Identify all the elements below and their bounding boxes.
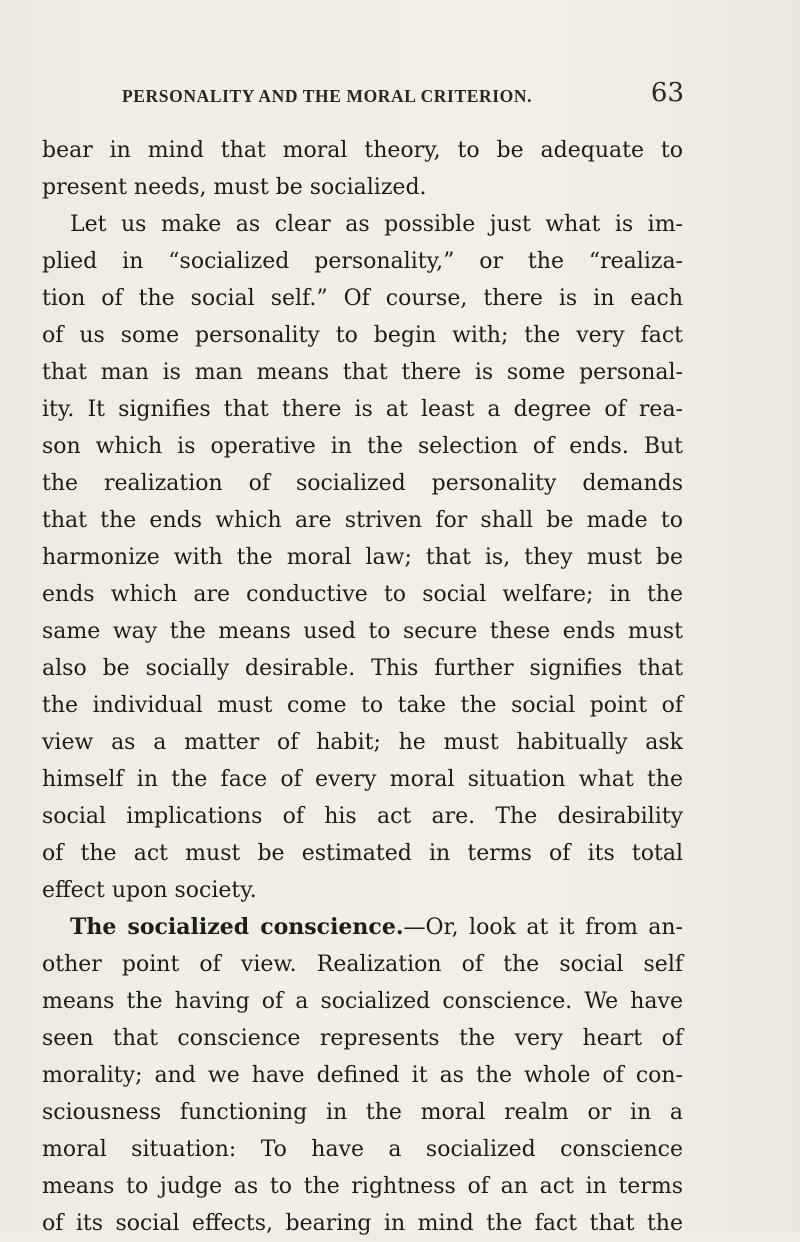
text-line: morality; and we have defined it as the whole of con- [42,1063,683,1088]
text-line: plied in “socialized personality,” or the “realiza- [42,249,683,274]
text-line: present needs, must be socialized. [42,175,427,200]
text-line: social implications of his act are. The desirability [42,804,683,829]
text-line: sciousness functioning in the moral realm or in a [42,1100,683,1125]
text-line: ends which are conductive to social welfare; in the [42,582,683,607]
text-line: Let us make as clear as possible just what is im- [70,212,683,237]
text-line: of its social effects, bearing in mind the fact that the [42,1211,683,1236]
text-line: other point of view. Realization of the social self [42,952,683,977]
text-line: ity. It signifies that there is at least a degree of rea- [42,397,683,422]
text-line: moral situation: To have a socialized conscience [42,1137,683,1162]
text-line: of the act must be estimated in terms of its total [42,841,683,866]
text-line: harmonize with the moral law; that is, they must be [42,545,683,570]
page-header [122,78,684,118]
section-heading-line [70,909,683,946]
text-line: that the ends which are striven for shall be made to [42,508,683,533]
text-line: of us some personality to begin with; the very fact [42,323,683,348]
text-line: son which is operative in the selection of ends. But [42,434,683,459]
text-line: same way the means used to secure these ends must [42,619,683,644]
page-number: 63 [650,78,684,108]
section-heading: The socialized conscience. [70,914,404,940]
text-line: seen that conscience represents the very heart of [42,1026,683,1051]
text-line: means to judge as to the rightness of an act in terms [42,1174,683,1199]
text-line: the realization of socialized personality demands [42,471,683,496]
text-line: tion of the social self.” Of course, there is in each [42,286,683,311]
text-line: himself in the face of every moral situation what the [42,767,683,792]
running-head: PERSONALITY AND THE MORAL CRITERION. [122,86,533,106]
text-line: view as a matter of habit; he must habitually ask [42,730,683,755]
text-line: that man is man means that there is some personal- [42,360,683,385]
text-line: bear in mind that moral theory, to be adequate to [42,138,683,163]
text-line: effect upon society. [42,878,257,903]
section-lead: —Or, look at it from an- [403,915,683,940]
text-line: the individual must come to take the social point of [42,693,683,718]
text-line: means the having of a socialized conscience. We have [42,989,683,1014]
text-line: also be socially desirable. This further signifies that [42,656,683,681]
